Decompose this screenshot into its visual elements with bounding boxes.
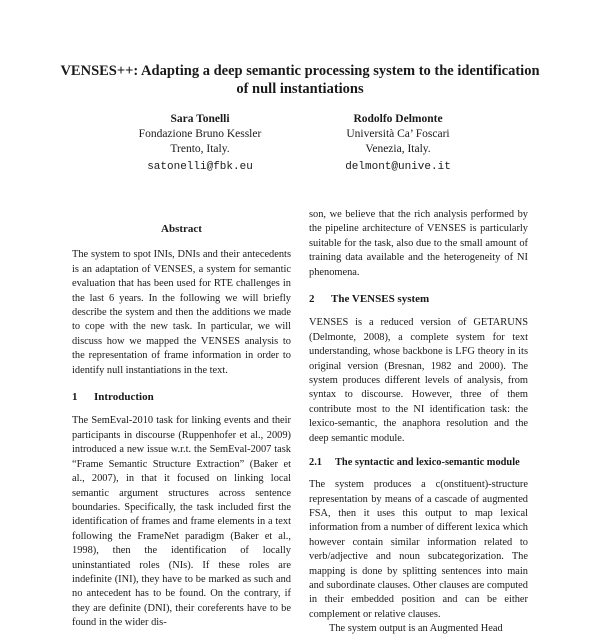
subsection-number: 2.1	[309, 457, 322, 469]
abstract-heading: Abstract	[161, 223, 202, 235]
section-number: 2	[309, 293, 315, 306]
author-block-2	[288, 112, 508, 175]
section-title: Introduction	[94, 391, 154, 404]
section-heading-venses	[309, 292, 528, 306]
abstract-text: The system to spot INIs, DNIs and their antecedents is an adaptation of VENSES, a system for semantic evaluation that has been used for RTE challenges in the last 6 years. In the following we will briefly describe the system and then the additions we made to cope with the new task. In particular, we will discuss how we mapped the VENSES analysis to the representation of frame information in order to identify null instantiations in the text.	[72, 249, 291, 376]
left-column	[72, 208, 291, 631]
author-email: delmont@unive.it	[345, 161, 451, 173]
author-affiliation: Università Ca’ Foscari	[346, 128, 450, 140]
continuation-text: son, we believe that the rich analysis performed by the pipeline architecture of VENSES is particularly suitable for the task, also due to the small amount of training data available and the heterogeneity of NI phenomena.	[309, 209, 528, 278]
section-title: The VENSES system	[331, 293, 430, 306]
author-location: Trento, Italy.	[170, 143, 230, 155]
author-block-1	[90, 112, 310, 175]
author-name: Sara Tonelli	[170, 113, 230, 125]
subsection-heading-syntactic	[309, 456, 528, 470]
section-heading-introduction	[72, 390, 291, 404]
syntactic-text: The system produces a c(onstituent)-structure representation by means of a cascade of augmented FSA, then it uses this output to map lexical information from a number of different lexica which however contain similar information related to verb/adjective and noun subcategorization. The mapping is done by splitting sentences into main and subordinate clauses. Other clauses are computed in their embedded position and can be either complement or relative clauses.	[309, 479, 528, 620]
author-affiliation: Fondazione Bruno Kessler	[138, 128, 262, 140]
venses-text: VENSES is a reduced version of GETARUNS (Delmonte, 2008), a complete system for text understanding, whose backbone is LFG theory in its original version (Bresnan, 1982 and 2000). The system produces different levels of analysis, from syntax to discourse. However, three of them contribute most to the NI identification task: the lexico-semantic, the anaphora resolution and the deep semantic module.	[309, 317, 528, 444]
syntactic-next-line: The system output is an Augmented Head	[329, 623, 503, 635]
author-email: satonelli@fbk.eu	[147, 161, 253, 173]
author-name: Rodolfo Delmonte	[353, 113, 443, 125]
section-number: 1	[72, 391, 78, 404]
right-column	[309, 208, 528, 637]
introduction-text: The SemEval-2010 task for linking events and their participants in discourse (Ruppenhofer et al., 2009) introduced a new issue w.r.t. the SemEval-2007 task “Frame Semantic Structure Extraction” (Baker et al., 2007), in that it focused on linking local semantic argument structures across sentence boundaries. Specifically, the task included first the identification of frames and frame elements in a text following the FrameNet paradigm (Baker et al., 1998), then the identification of locally uninstantiated roles (NIs). If these roles are indefinite (INI), they have to be marked as such and no antecedent has to be found. On the contrary, if they are definite (DNI), their coreferents have to be found in the wider dis-	[72, 415, 291, 629]
author-location: Venezia, Italy.	[365, 143, 431, 155]
subsection-title: The syntactic and lexico-semantic module	[335, 457, 520, 469]
paper-title: VENSES++: Adapting a deep semantic processing system to the identification of null instantiations	[60, 63, 540, 97]
